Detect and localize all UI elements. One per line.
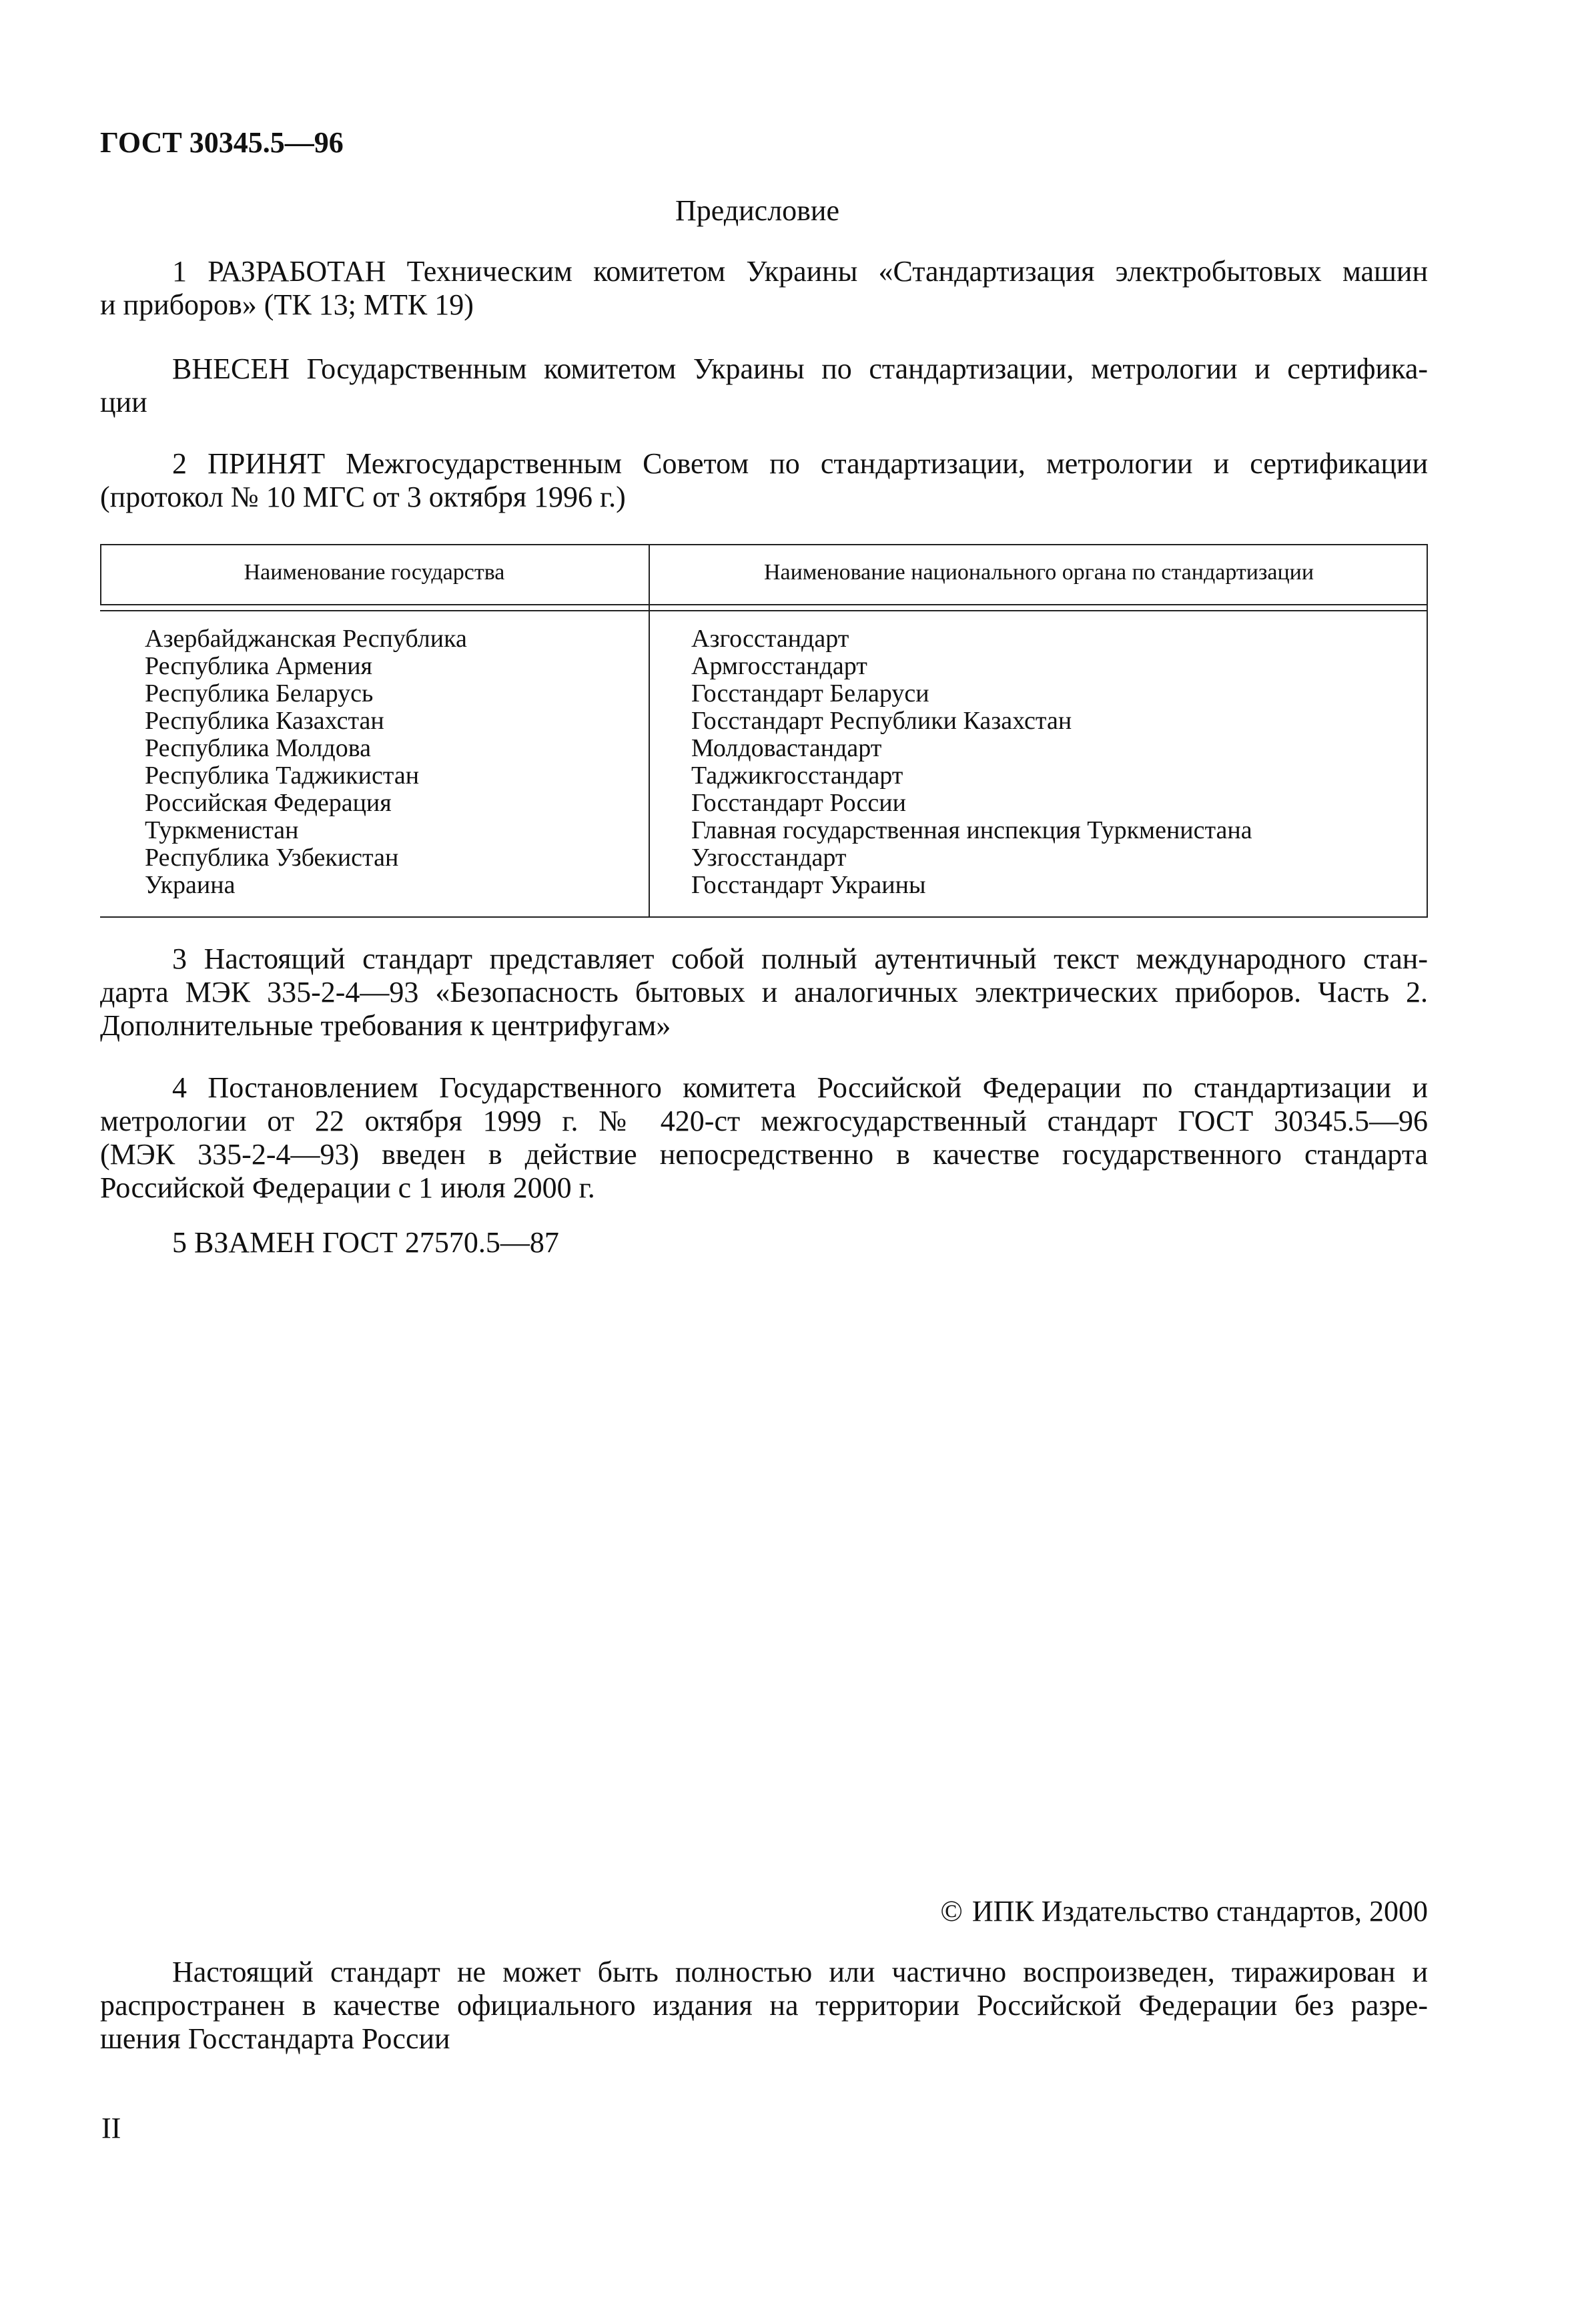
table-cell-state: Российская Федерация: [145, 789, 392, 817]
table-cell-state: Республика Беларусь: [145, 679, 374, 707]
text-line: Настоящий стандарт не может быть полностью или частично воспроизведен, тиражирован и: [172, 1956, 1428, 1988]
table-cell-body: Госстандарт России: [691, 789, 906, 817]
table-column-divider: [649, 545, 650, 916]
page-number: II: [101, 2112, 121, 2144]
preface-title: Предисловие: [675, 194, 839, 227]
text-line: распространен в качестве официального издания на территории Российской Федерации без разре-: [100, 1989, 1428, 2022]
table-cell-body: Узгосстандарт: [691, 844, 847, 872]
text-line: 4 Постановлением Государственного комитета Российской Федерации по стандартизации и: [172, 1071, 1428, 1104]
copyright-notice: [940, 1894, 1428, 1928]
table-cell-state: Азербайджанская Республика: [145, 625, 467, 653]
table-header-rule: [100, 610, 1428, 611]
text-line: Российской Федерации с 1 июля 2000 г.: [100, 1171, 595, 1204]
text-line: 3 Настоящий стандарт представляет собой полный аутентичный текст международного стан-: [172, 942, 1428, 975]
table-header-body: Наименование национального органа по стандартизации: [763, 560, 1314, 585]
preface-item-4: [100, 1071, 1428, 1205]
text-line: метрологии от 22 октября 1999 г. № 420-ст межгосударственный стандарт ГОСТ 30345.5—96: [100, 1105, 1428, 1137]
table-cell-state: Республика Армения: [145, 652, 373, 680]
table-cell-body: Госстандарт Украины: [691, 871, 926, 899]
preface-item-2: [100, 447, 1428, 514]
table-cell-body: Армгосстандарт: [691, 652, 867, 680]
table-cell-state: Республика Казахстан: [145, 707, 384, 735]
table-cell-body: Главная государственная инспекция Туркменистана: [691, 816, 1252, 844]
preface-item-3: [100, 942, 1428, 1043]
preface-item-5: [100, 1226, 1428, 1259]
table-cell-body: Азгосстандарт: [691, 625, 849, 653]
table-header-state: Наименование государства: [244, 560, 505, 585]
standard-code-header: ГОСТ 30345.5—96: [100, 126, 344, 159]
table-cell-body: Госстандарт Беларуси: [691, 679, 929, 707]
copyright-icon: ©: [940, 1895, 963, 1928]
text-line: 2 ПРИНЯТ Межгосударственным Советом по стандартизации, метрологии и сертификации: [172, 447, 1428, 480]
text-line: 5 ВЗАМЕН ГОСТ 27570.5—87: [172, 1226, 559, 1259]
preface-introduced: [100, 352, 1428, 419]
table-cell-body: Таджикгосстандарт: [691, 762, 903, 790]
table-cell-state: Туркменистан: [145, 816, 299, 844]
table-cell-state: Украина: [145, 871, 236, 899]
text-line: ВНЕСЕН Государственным комитетом Украины по стандартизации, метрологии и сертифика-: [172, 352, 1428, 385]
table-column-bodies: [691, 625, 1252, 899]
preface-item-1: [100, 255, 1428, 322]
text-line: шения Госстандарта России: [100, 2022, 450, 2055]
text-line: и приборов» (ТК 13; МТК 19): [100, 288, 474, 321]
table-cell-body: Молдовастандарт: [691, 734, 882, 762]
copyright-text: ИПК Издательство стандартов, 2000: [971, 1895, 1428, 1928]
text-line: Дополнительные требования к центрифугам»: [100, 1009, 671, 1042]
table-border: [1427, 545, 1428, 916]
reproduction-notice: [100, 1956, 1428, 2056]
table-cell-state: Республика Таджикистан: [145, 762, 420, 790]
text-line: (МЭК 335-2-4—93) введен в действие непосредственно в качестве государственного стандарта: [100, 1138, 1428, 1171]
table-header-rule: [100, 604, 1428, 605]
table-cell-state: Республика Узбекистан: [145, 844, 399, 872]
table-cell-state: Республика Молдова: [145, 734, 372, 762]
table-column-states: [145, 625, 467, 899]
table-cell-body: Госстандарт Республики Казахстан: [691, 707, 1072, 735]
text-line: дарта МЭК 335-2-4—93 «Безопасность бытовых и аналогичных электрических приборов. Часть 2.: [100, 976, 1428, 1008]
member-states-table: [100, 544, 1428, 918]
text-line: ции: [100, 386, 147, 418]
text-line: 1 РАЗРАБОТАН Техническим комитетом Украины «Стандартизация электробытовых машин: [172, 255, 1428, 288]
text-line: (протокол № 10 МГС от 3 октября 1996 г.): [100, 481, 626, 513]
